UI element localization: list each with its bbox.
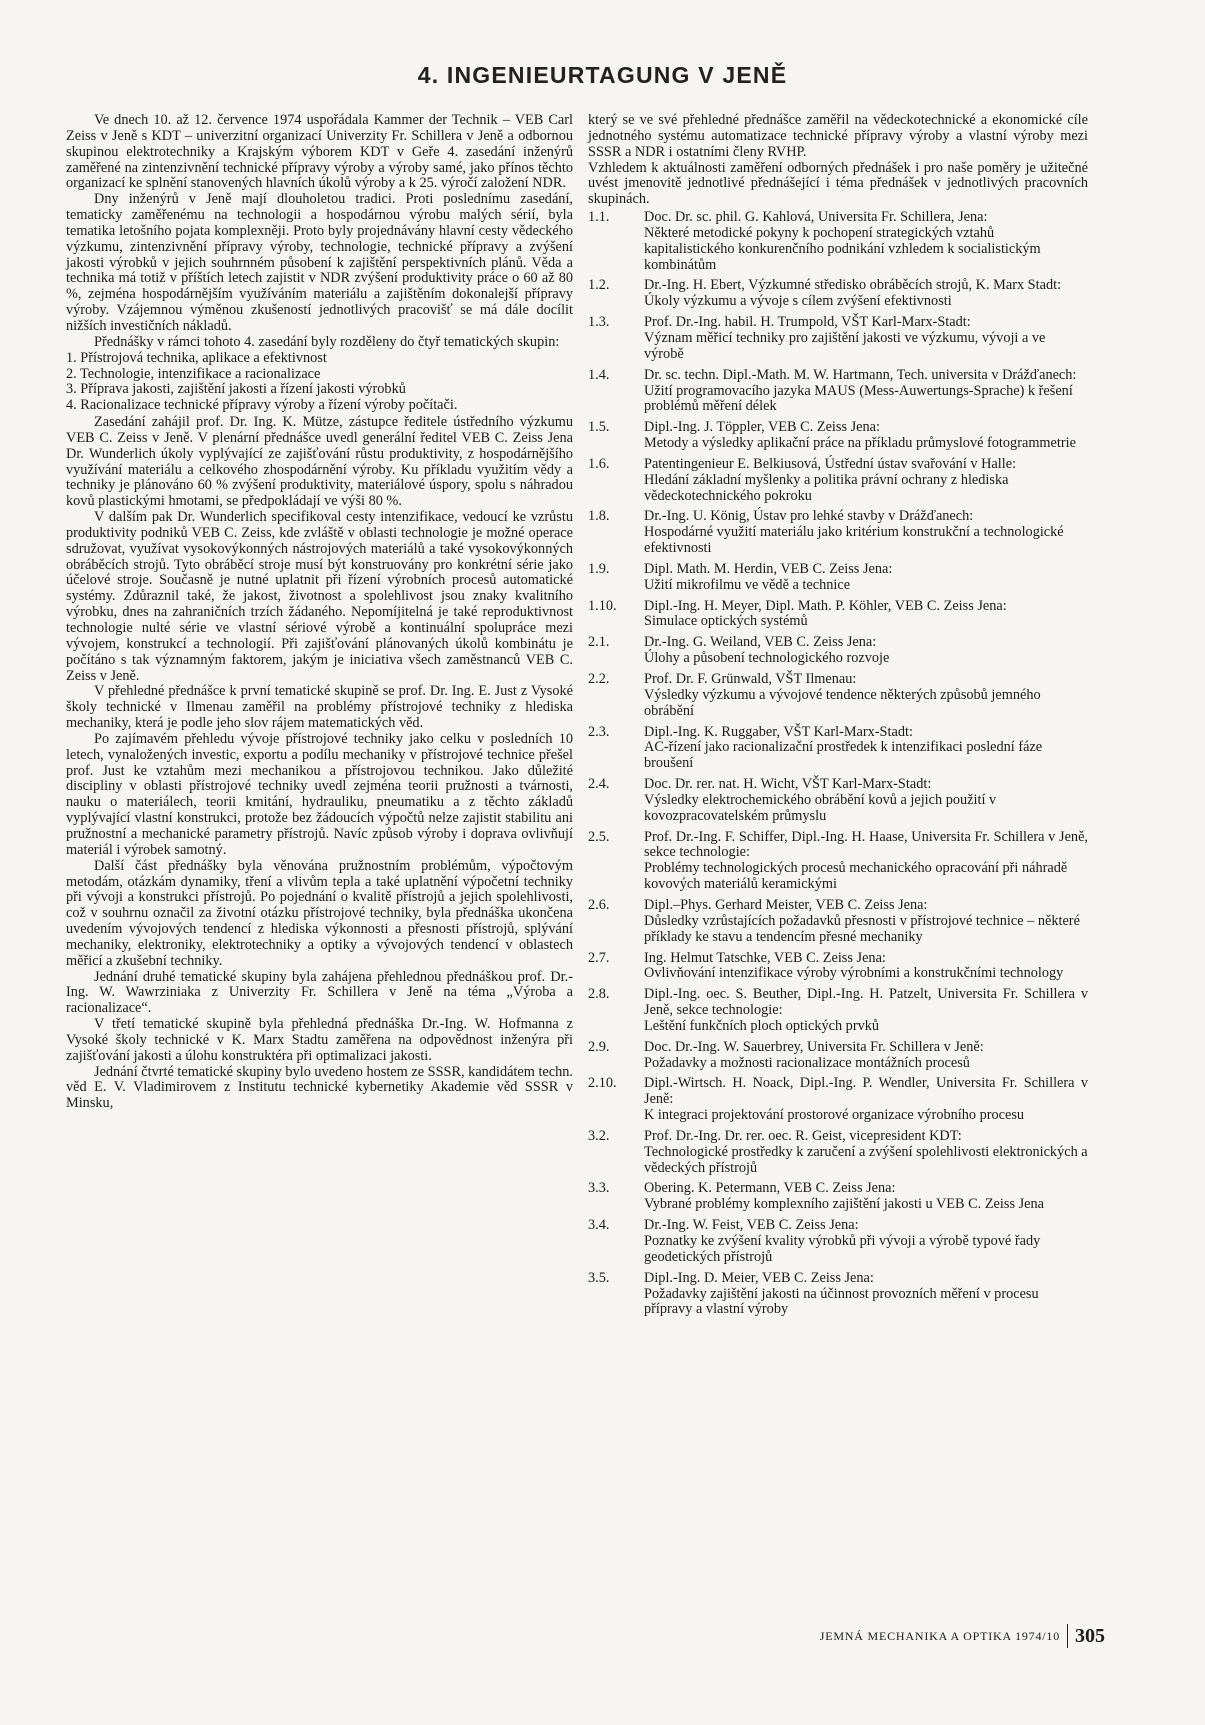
- lecture-item: [588, 1040, 1088, 1072]
- list-item: 3. Příprava jakosti, zajištění jakosti a řízení jakosti výrobků: [66, 381, 406, 398]
- paragraph: který se ve své přehledné přednášce zaměřil na vědeckotechnické a ekonomické cíle jednotného systému automatizace technické přípravy výroby a vlastní výroby mezi SSSR a NDR i ostatními členy RVHP.: [588, 112, 1088, 160]
- lecture-number: 1.2.: [588, 277, 610, 294]
- paragraph: Jednání druhé tematické skupiny byla zahájena přehlednou přednáškou prof. Dr.-Ing. W. Wawrziniaka z Univerzity Fr. Schillera v Jeně na téma „Výroba a racionalizace“.: [66, 968, 573, 1017]
- lecture-speaker: Doc. Dr. rer. nat. H. Wicht, VŠT Karl-Marx-Stadt:: [644, 776, 932, 793]
- lecture-item: [588, 1129, 1088, 1177]
- paragraph: Po zajímavém přehledu vývoje přístrojové techniky jako celku v posledních 10 letech, vynaložených investic, exportu a podílu mechaniky v přístrojové technice přešel prof. Just ke vztahům mezi mechanikou a přístrojovou technikou. Jako důležité discipliny v oblasti přístrojové techniky uvedl zejména teorii pružnosti a tvárnosti, nauku o materiálech, teorii kmitání, hydrauliku, pneumatiku a z těchto základů vyplývající vlastní konstrukci, protože bez žádoucích výpočtů nelze zajistit stabilitu ani pružnostní a mechanické parametry přístrojů. Navíc způsob výroby i doprava ovlivňují materiál i výrobek samotný.: [66, 730, 573, 858]
- lecture-topic: Požadavky a možnosti racionalizace montážních procesů: [644, 1054, 970, 1071]
- lecture-body: [644, 898, 1088, 946]
- lecture-item: [588, 278, 1088, 310]
- journal-name: JEMNÁ MECHANIKA A OPTIKA 1974/10: [819, 1628, 1060, 1643]
- lecture-number: 1.6.: [588, 455, 610, 472]
- lecture-item: [588, 672, 1088, 720]
- lecture-topic: Některé metodické pokyny k pochopení strategických vztahů kapitalistického konkurenčního podnikání vzhledem k socialistickým kombinátům: [644, 224, 1041, 273]
- lecture-speaker: Dipl.-Ing. K. Ruggaber, VŠT Karl-Marx-Stadt:: [644, 723, 913, 740]
- lecture-body: [644, 1218, 1088, 1266]
- lecture-speaker: Ing. Helmut Tatschke, VEB C. Zeiss Jena:: [644, 949, 886, 966]
- lecture-item: [588, 315, 1088, 363]
- lecture-topic: Výsledky elektrochemického obrábění kovů a jejich použití v kovozpracovatelském průmyslu: [644, 791, 997, 824]
- lecture-number: 1.3.: [588, 314, 610, 331]
- lecture-number: 3.4.: [588, 1217, 610, 1234]
- lecture-speaker: Dipl.-Ing. oec. S. Beuther, Dipl.-Ing. H. Patzelt, Universita Fr. Schillera v Jeně, sekce technologie:: [644, 986, 1088, 1019]
- lecture-speaker: Dipl. Math. M. Herdin, VEB C. Zeiss Jena:: [644, 560, 893, 577]
- lecture-number: 2.7.: [588, 949, 610, 966]
- lecture-body: [644, 951, 1088, 983]
- list-item: 1. Přístrojová technika, aplikace a efektivnost: [66, 349, 327, 366]
- paragraph: Vzhledem k aktuálnosti zaměření odborných přednášek i pro naše poměry je užitečné uvést jmenovitě jednotlivé přednášející i téma přednášek v jednotlivých pracovních skupinách.: [588, 159, 1088, 208]
- lecture-number: 2.10.: [588, 1075, 617, 1092]
- lecture-body: [644, 830, 1088, 893]
- lecture-number: 2.6.: [588, 896, 610, 913]
- paragraph: Ve dnech 10. až 12. července 1974 uspořádala Kammer der Technik – VEB Carl Zeiss v Jeně s KDT – univerzitní organizací Univerzity Fr. Schillera v Jeně a odbornou skupinou elektrotechniky a Krajským výborem KDT v Geře 4. zasedání inženýrů zaměřené na zintenzivnění technické přípravy výroby a výroby samé, jako přínos těchto organizací ke splnění stanovených hlavních úkolů výroby a k 25. výročí založení NDR.: [66, 112, 573, 192]
- lecture-speaker: Dr.-Ing. G. Weiland, VEB C. Zeiss Jena:: [644, 634, 877, 651]
- right-column: [588, 113, 1088, 1323]
- lecture-speaker: Dr.-Ing. H. Ebert, Výzkumné středisko obráběcích strojů, K. Marx Stadt:: [644, 277, 1062, 294]
- paragraph: V dalším pak Dr. Wunderlich specifikoval cesty intenzifikace, vedoucí ke vzrůstu produktivity podniků VEB C. Zeiss, kde zvláště v oblasti technologie je možné operace sdružovat, využívat vysokovýkonných nástrojových materiálů a také vysokovýkonných obráběcích strojů. Tyto obráběcí stroje musí být konstruovány pro konkrétní série jako účelové stroje. Současně je nutné uplatnit při řízení výrobních procesů automatické systémy. Zdůraznil také, že jakost, životnost a spolehlivost jsou znaky kvalitního výrobku, dnes na zahraničních trzích žádaného. Nepomíjitelná je také reproduktivnost technologie nulté série ve vlastní sériové výrobě a kontinuální spolupráce mezi vývojem, konstrukcí a technologií. Při zajišťování plánovaných úkolů kombinátu je počítáno s tak významným faktorem, jakým je iniciativa všech zaměstnanců VEB C. Zeiss v Jeně.: [66, 509, 573, 684]
- paragraph: Zasedání zahájil prof. Dr. Ing. K. Mütze, zástupce ředitele ústředního výzkumu VEB C. Zeiss v Jeně. V plenární přednášce uvedl generální ředitel VEB C. Zeiss Jena Dr. Wunderlich úkoly vyplývající ze zajišťování růstu produktivity, z hospodárnějšího využívání materiálu a celkového zhospodárnění výroby. Ku příkladu využitím vědy a techniky je plánováno 60 % zvýšení produktivity, materiálové úspory, spolu s náhradou kovů plastickými hmotami, se předpokládají ve výši 80 %.: [66, 414, 573, 510]
- lecture-body: [644, 672, 1088, 720]
- article-title: 4. INGENIEURTAGUNG V JENĚ: [417, 62, 788, 88]
- lecture-topic: Význam měřicí techniky pro zajištění jakosti ve výzkumu, vývoji a ve výrobě: [644, 329, 1046, 362]
- paragraph: Další část přednášky byla věnována pružnostním problémům, výpočtovým metodám, otázkám dynamiky, tření a vlivům tepla a také uplatnění výpočetní techniky při vývoji a konstrukci přístrojů. Po pojednání o kvalitě přístrojů a jejich spolehlivosti, což v souhrnu označil za životní otázku přístrojové techniky, byla přednáška ukončena uvedením vývojových tendencí z hlediska výkonnosti a přesnosti přístrojů, splývání mechaniky, elektroniky, elektrotechniky a optiky a vývojových tendencí v oblastech měřicí a zkušební techniky.: [66, 857, 573, 969]
- lecture-item: [588, 830, 1088, 893]
- lecture-number: 2.8.: [588, 986, 610, 1003]
- lecture-number: 3.5.: [588, 1269, 610, 1286]
- lecture-body: [644, 1129, 1088, 1177]
- lecture-number: 2.5.: [588, 828, 610, 845]
- lecture-item: [588, 457, 1088, 505]
- list-item: 4. Racionalizace technické přípravy výroby a řízení výroby počítači.: [66, 397, 458, 414]
- lecture-item: [588, 987, 1088, 1035]
- lecture-topic: K integraci projektování prostorové organizace výrobního procesu: [644, 1107, 1025, 1124]
- lecture-body: [644, 210, 1088, 273]
- lecture-body: [644, 457, 1088, 505]
- lecture-item: [588, 1271, 1088, 1319]
- lecture-body: [644, 562, 1088, 594]
- lecture-item: [588, 509, 1088, 557]
- lecture-item: [588, 368, 1088, 416]
- lecture-body: [644, 1271, 1088, 1319]
- lecture-number: 1.8.: [588, 508, 610, 525]
- lecture-number: 2.2.: [588, 671, 610, 687]
- lecture-item: [588, 599, 1088, 631]
- lecture-topic: Hospodárné využití materiálu jako kritérium konstrukční a technologické efektivnosti: [644, 524, 1064, 557]
- lecture-item: [588, 777, 1088, 825]
- lecture-number: 1.4.: [588, 366, 610, 383]
- lecture-number: 2.4.: [588, 776, 610, 793]
- lecture-topic: Užití programovacího jazyka MAUS (Mess-Auwertungs-Sprache) k řešení problémů měření délek: [644, 382, 1073, 415]
- lecture-speaker: Dr.-Ing. U. König, Ústav pro lehké stavby v Drážďanech:: [644, 508, 974, 525]
- lecture-body: [644, 278, 1088, 310]
- paragraph: Dny inženýrů v Jeně mají dlouholetou tradici. Proti poslednímu zasedání, tematicky zaměřenému na technologii a hospodárnou výrobu malých sérií, byla tematika letošního pojata komplexněji. Proto byly projednávány hlavní cesty vědeckého výzkumu, zintenzivnění přípravy výroby, technologie, technické přípravy a zvýšení jakosti výrobků v jejich souhrnném působení k zajištění perspektivních plánů. Věda a technika má totiž v příštích letech zajistit v NDR zvýšení produktivity práce o 60 až 80 %, zejména hospodárnějším využíváním materiálu a zajištěním dokonalejší přípravy výroby. Vzájemnou výměnou zkušeností jednotlivých pracovišť se má dále docílit nižších investičních nákladů.: [66, 191, 573, 334]
- lecture-speaker: Patentingenieur E. Belkiusová, Ústřední ústav svařování v Halle:: [644, 455, 1017, 472]
- lecture-speaker: Doc. Dr. sc. phil. G. Kahlová, Universita Fr. Schillera, Jena:: [644, 209, 988, 226]
- lecture-speaker: Dipl.–Phys. Gerhard Meister, VEB C. Zeiss Jena:: [644, 896, 928, 913]
- lecture-body: [644, 1076, 1088, 1124]
- lecture-body: [644, 1181, 1088, 1213]
- lecture-body: [644, 725, 1088, 773]
- page-number: 305: [1075, 1624, 1105, 1647]
- left-column: [66, 113, 573, 1112]
- lecture-item: [588, 898, 1088, 946]
- page-footer: [820, 1624, 1105, 1648]
- lecture-topic: Simulace optických systémů: [644, 613, 808, 630]
- lecture-topic: Poznatky ke zvýšení kvality výrobků při vývoji a výrobě typové řady geodetických přístrojů: [644, 1233, 1041, 1265]
- lecture-topic: Problémy technologických procesů mechanického opracování při náhradě kovových materiálů keramickými: [644, 860, 1068, 893]
- lecture-item: [588, 1076, 1088, 1124]
- lecture-topic: Vybrané problémy komplexního zajištění jakosti u VEB C. Zeiss Jena: [644, 1196, 1044, 1213]
- lecture-body: [644, 315, 1088, 363]
- lecture-list: [588, 210, 1088, 1318]
- paragraph: Jednání čtvrté tematické skupiny bylo uvedeno hostem ze SSSR, kandidátem techn. věd E. V. Vladimirovem z Institutu technické kybernetiky Akademie věd SSSR v Minsku,: [66, 1063, 573, 1112]
- lecture-speaker: Dipl.-Wirtsch. H. Noack, Dipl.-Ing. P. Wendler, Universita Fr. Schillera v Jeně:: [644, 1075, 1088, 1108]
- lecture-speaker: Doc. Dr.-Ing. W. Sauerbrey, Universita Fr. Schillera v Jeně:: [644, 1038, 984, 1055]
- lecture-topic: AC-řízení jako racionalizační prostředek k intenzifikaci poslední fáze broušení: [644, 739, 1043, 772]
- lecture-speaker: Prof. Dr.-Ing. Dr. rer. oec. R. Geist, vicepresident KDT:: [644, 1127, 962, 1144]
- lecture-item: [588, 420, 1088, 452]
- lecture-topic: Metody a výsledky aplikační práce na příkladu průmyslové fotogrammetrie: [644, 435, 1076, 452]
- list-item: 2. Technologie, intenzifikace a racionalizace: [66, 365, 321, 382]
- lecture-number: 1.1.: [588, 209, 610, 226]
- thematic-groups-list: [66, 351, 573, 414]
- lecture-speaker: Dipl.-Ing. H. Meyer, Dipl. Math. P. Köhler, VEB C. Zeiss Jena:: [644, 597, 1007, 614]
- lecture-topic: Ovlivňování intenzifikace výroby výrobními a konstrukčními technology: [644, 965, 1064, 982]
- lecture-speaker: Prof. Dr.-Ing. habil. H. Trumpold, VŠT Karl-Marx-Stadt:: [644, 314, 971, 331]
- lecture-speaker: Prof. Dr. F. Grünwald, VŠT Ilmenau:: [644, 671, 857, 687]
- lecture-topic: Požadavky zajištění jakosti na účinnost provozních měření v procesu přípravy a vlastní výroby: [644, 1285, 1039, 1318]
- lecture-number: 3.2.: [588, 1127, 610, 1144]
- lecture-speaker: Dipl.-Ing. D. Meier, VEB C. Zeiss Jena:: [644, 1269, 874, 1286]
- lecture-speaker: Dr.-Ing. W. Feist, VEB C. Zeiss Jena:: [644, 1217, 859, 1234]
- lecture-topic: Úlohy a působení technologického rozvoje: [644, 650, 890, 667]
- lecture-topic: Hledání základní myšlenky a politika právní ochrany z hlediska vědeckotechnického pokroku: [644, 471, 1009, 504]
- lecture-body: [644, 368, 1088, 416]
- lecture-item: [588, 1181, 1088, 1213]
- lecture-number: 1.9.: [588, 560, 610, 577]
- lecture-number: 2.1.: [588, 634, 610, 651]
- lecture-speaker: Prof. Dr.-Ing. F. Schiffer, Dipl.-Ing. H. Haase, Universita Fr. Schillera v Jeně, sekce technologie:: [644, 828, 1088, 861]
- lecture-item: [588, 1218, 1088, 1266]
- lecture-speaker: Obering. K. Petermann, VEB C. Zeiss Jena:: [644, 1180, 896, 1197]
- lecture-topic: Důsledky vzrůstajících požadavků přesnosti v přístrojové technice – některé příklady ke stavu a tendencím přesné mechaniky: [644, 912, 1080, 945]
- lecture-body: [644, 599, 1088, 631]
- lecture-topic: Výsledky výzkumu a vývojové tendence některých způsobů jemného obrábění: [644, 686, 1041, 719]
- lecture-topic: Leštění funkčních ploch optických prvků: [644, 1017, 880, 1034]
- lecture-number: 1.10.: [588, 597, 617, 614]
- lecture-body: [644, 509, 1088, 557]
- lecture-item: [588, 562, 1088, 594]
- lecture-topic: Úkoly výzkumu a vývoje s cílem zvýšení efektivnosti: [644, 293, 952, 310]
- lecture-number: 3.3.: [588, 1180, 610, 1197]
- lecture-body: [644, 420, 1088, 452]
- paragraph: V přehledné přednášce k první tematické skupině se prof. Dr. Ing. E. Just z Vysoké školy technické v Ilmenau zaměřil na problémy přístrojové techniky z hlediska mechaniky, která je podle jeho slov rájem matematických věd.: [66, 683, 573, 732]
- lecture-speaker: Dipl.-Ing. J. Töppler, VEB C. Zeiss Jena:: [644, 419, 880, 436]
- paragraph: Přednášky v rámci tohoto 4. zasedání byly rozděleny do čtyř tematických skupin:: [94, 333, 560, 350]
- lecture-item: [588, 951, 1088, 983]
- lecture-item: [588, 725, 1088, 773]
- lecture-topic: Užití mikrofilmu ve vědě a technice: [644, 576, 851, 593]
- lecture-number: 2.3.: [588, 723, 610, 740]
- lecture-body: [644, 987, 1088, 1035]
- lecture-body: [644, 777, 1088, 825]
- lecture-topic: Technologické prostředky k zaručení a zvýšení spolehlivosti elektronických a vědeckých přístrojů: [644, 1143, 1088, 1176]
- lecture-body: [644, 1040, 1088, 1072]
- lecture-number: 2.9.: [588, 1038, 610, 1055]
- paragraph: V třetí tematické skupině byla přehledná přednáška Dr.-Ing. W. Hofmanna z Vysoké školy technické v K. Marx Stadtu zaměřena na odpovědnost inženýra při zajišťování jakosti a úlohu konstruktéra při optimalizaci jakosti.: [66, 1016, 573, 1064]
- lecture-speaker: Dr. sc. techn. Dipl.-Math. M. W. Hartmann, Tech. universita v Drážďanech:: [644, 366, 1077, 383]
- lecture-item: [588, 635, 1088, 667]
- lecture-item: [588, 210, 1088, 273]
- lecture-body: [644, 635, 1088, 667]
- lecture-number: 1.5.: [588, 419, 610, 436]
